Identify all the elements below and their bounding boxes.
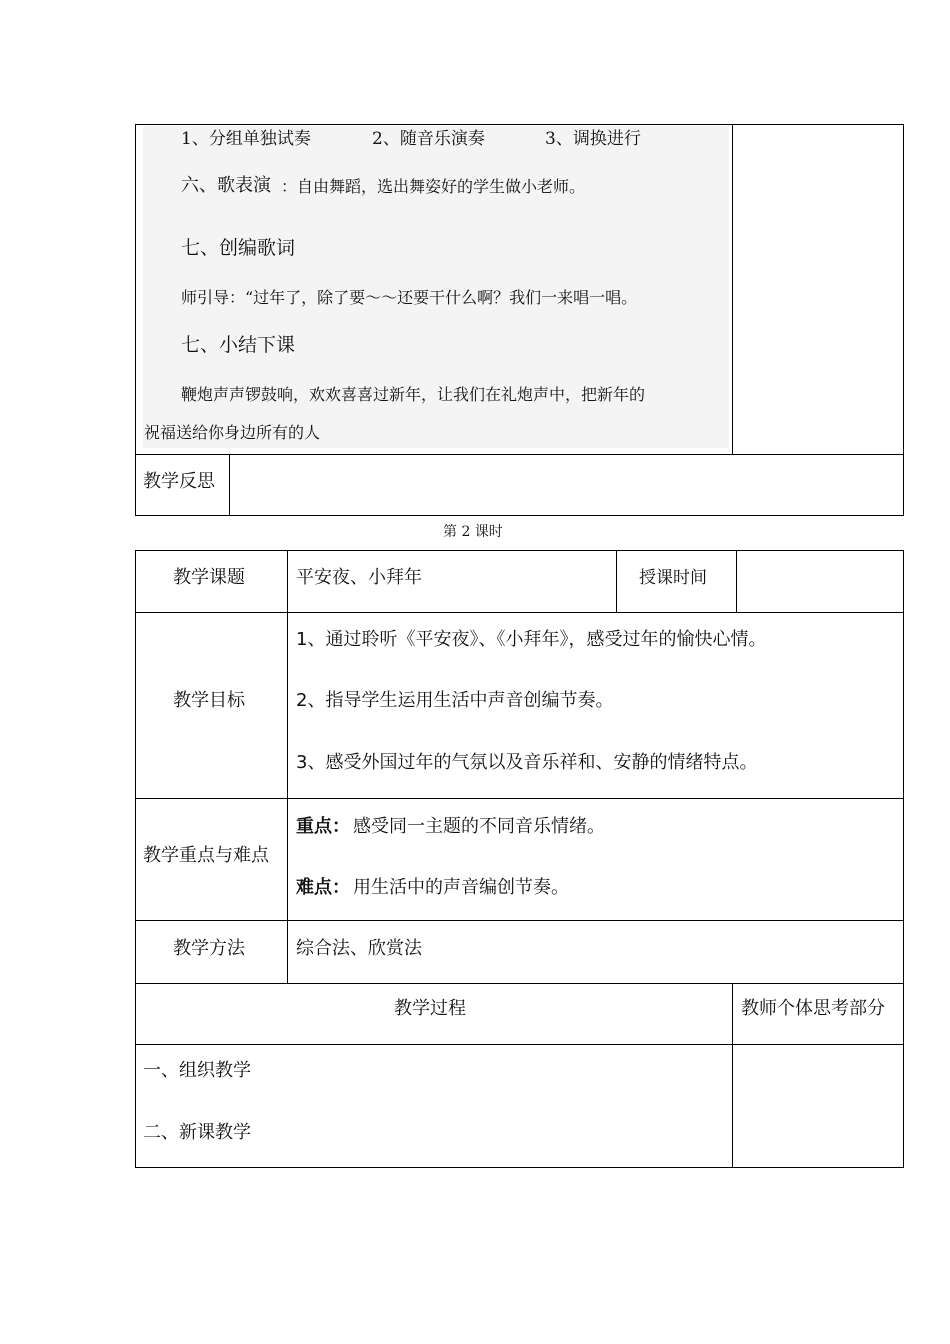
table2-row-line-1 <box>135 612 904 613</box>
key-heading: 重点： <box>296 816 350 837</box>
table2-label-column-divider <box>287 550 288 983</box>
table1-row-divider <box>135 454 904 455</box>
table2-time-divider-left <box>616 550 617 612</box>
step-organize: 一、组织教学 <box>143 1060 251 1081</box>
table2-row-line-2 <box>135 798 904 799</box>
goal-2: 2、指导学生运用生活中声音创编节奏。 <box>296 690 614 711</box>
goals-label: 教学目标 <box>173 690 245 711</box>
step-music-play: 2、随音乐演奏 <box>372 129 485 149</box>
lesson-caption: 第 2 课时 <box>443 524 503 540</box>
table2-right-border <box>903 550 904 1168</box>
table1-right-border <box>903 124 904 516</box>
teacher-reflection-label: 教师个体思考部分 <box>741 998 885 1019</box>
table1-inner-vertical <box>732 124 733 454</box>
step-group-play: 1、分组单独试奏 <box>181 129 311 149</box>
table1-top-border <box>135 124 904 125</box>
table2-time-divider-right <box>736 550 737 612</box>
time-label: 授课时间 <box>639 568 707 588</box>
step-new-lesson: 二、新课教学 <box>143 1122 251 1143</box>
goal-3: 3、感受外国过年的气氛以及音乐祥和、安静的情绪特点。 <box>296 752 758 773</box>
reflection-label: 教学反思 <box>143 471 215 492</box>
table1-reflection-divider <box>229 454 230 516</box>
table2-row-line-3 <box>135 920 904 921</box>
table2-left-border <box>135 550 136 1168</box>
summary-line-1: 鞭炮声声锣鼓响，欢欢喜喜过新年，让我们在礼炮声中，把新年的 <box>181 385 646 404</box>
keypoints-label: 教学重点与难点 <box>143 845 269 866</box>
heading-create-lyrics: 七、创编歌词 <box>181 237 296 259</box>
table1-left-border <box>135 124 136 516</box>
topic-label: 教学课题 <box>173 567 245 588</box>
difficulty-text: 用生活中的声音编创节奏。 <box>353 877 569 898</box>
table2-top-border <box>135 550 904 551</box>
song-performance-text: ：自由舞蹈，选出舞姿好的学生做小老师。 <box>281 177 586 196</box>
table2-bottom-border <box>135 1167 904 1168</box>
goal-1: 1、通过聆听《平安夜》、《小拜年》，感受过年的愉快心情。 <box>296 629 767 650</box>
heading-song-performance: 六、歌表演 <box>181 175 271 196</box>
summary-line-2: 祝福送给你身边所有的人 <box>144 423 321 442</box>
method-label: 教学方法 <box>173 938 245 959</box>
teacher-guide-text: 师引导：“过年了，除了要～～还要干什么啊？我们一来唱一唱。 <box>181 288 638 307</box>
process-label: 教学过程 <box>394 998 466 1019</box>
table1-bottom-border <box>135 515 904 516</box>
key-text: 感受同一主题的不同音乐情绪。 <box>353 816 605 837</box>
difficulty-heading: 难点： <box>296 877 350 898</box>
topic-value: 平安夜、小拜年 <box>296 567 422 588</box>
method-value: 综合法、欣赏法 <box>296 938 422 959</box>
heading-summary: 七、小结下课 <box>181 334 296 356</box>
table2-row-line-5 <box>135 1044 904 1045</box>
table2-process-divider <box>732 983 733 1168</box>
step-switch: 3、调换进行 <box>545 129 641 149</box>
table2-row-line-4 <box>135 983 904 984</box>
